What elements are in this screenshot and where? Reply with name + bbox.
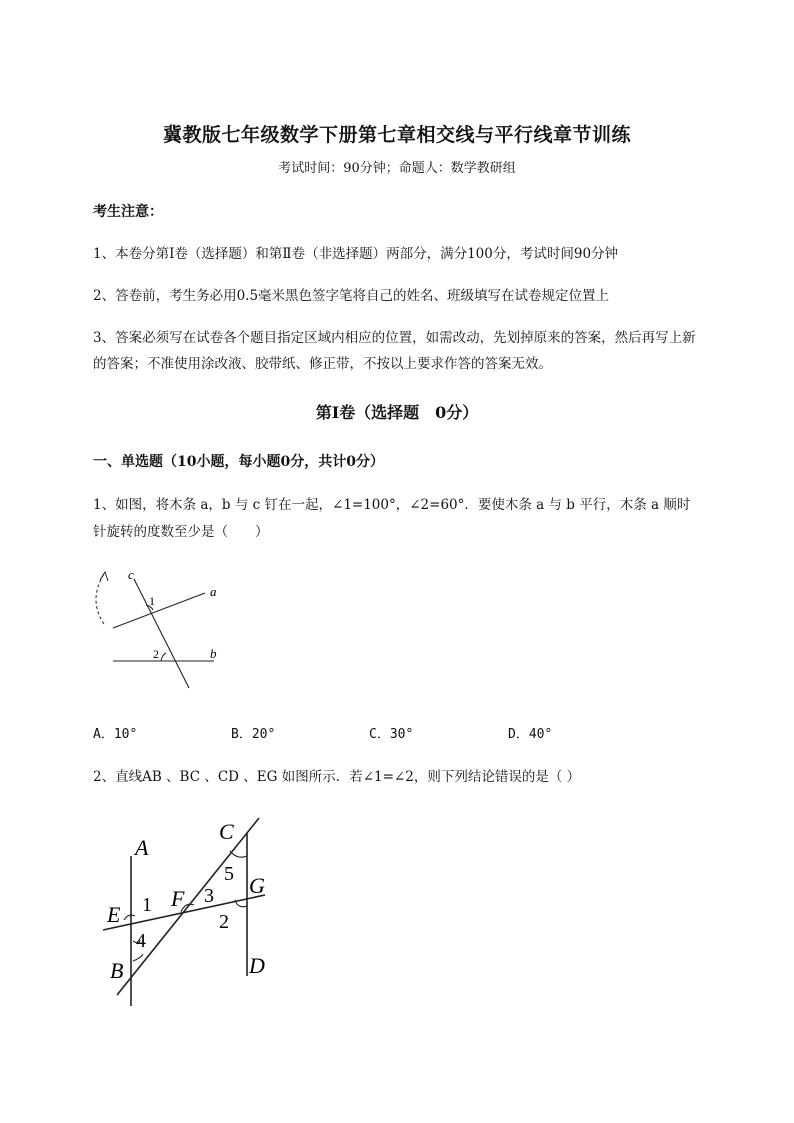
notice-item-3-continued: 的答案；不准使用涂改液、胶带纸、修正带，不按以上要求作答的答案无效。 [93, 356, 552, 372]
label-G: G [249, 873, 265, 898]
label-angle-3: 3 [204, 885, 214, 907]
notice-item-3: 3、答案必须写在试卷各个题目指定区域内相应的位置，如需改动，先划掉原来的答案，然后再写上新 [93, 330, 696, 346]
label-angle-1: 1 [142, 894, 152, 916]
line-c [134, 579, 189, 688]
notice-item-2: 2、答卷前，考生务必用0.5毫米黑色签字笔将自己的姓名、班级填写在试卷规定位置上 [93, 288, 610, 304]
page-title: 冀教版七年级数学下册第七章相交线与平行线章节训练 [162, 124, 631, 146]
option-b[interactable]: B．20° [231, 727, 276, 742]
label-B: B [110, 958, 124, 983]
label-D: D [249, 953, 265, 978]
label-c: c [128, 567, 134, 582]
section-title: 第I卷（选择题 0分） [315, 403, 479, 422]
label-angle-5: 5 [224, 863, 234, 885]
option-a[interactable]: A．10° [93, 727, 138, 742]
question-2-text: 2、直线AB 、BC 、CD 、EG 如图所示．若∠1=∠2，则下列结论错误的是（ ） [93, 769, 581, 785]
question-1-text-continued: 针旋转的度数至少是（ ） [93, 524, 269, 540]
question-2-figure [95, 808, 285, 1008]
angle-b-arc [133, 954, 143, 961]
label-C: C [219, 819, 234, 844]
label-A: A [135, 835, 149, 860]
label-angle-1: 1 [149, 594, 155, 608]
label-angle-2: 2 [153, 647, 159, 661]
question-1-text: 1、如图，将木条 a，b 与 c 钉在一起，∠1=100°，∠2=60°．要使木条 a 与 b 平行，木条 a 顺时 [93, 497, 691, 513]
question-1-figure [80, 560, 250, 695]
rotation-arrow [96, 574, 104, 624]
notice-heading: 考生注意： [93, 204, 163, 220]
label-a: a [210, 584, 217, 599]
angle-2-arc [161, 653, 166, 661]
angle-1-arc [124, 915, 135, 920]
exam-info: 考试时间：90分钟；命题人：数学教研组 [278, 161, 516, 176]
label-F: F [171, 886, 185, 911]
notice-item-1: 1、本卷分第I卷（选择题）和第Ⅱ卷（非选择题）两部分，满分100分，考试时间90分钟 [93, 246, 619, 262]
label-b: b [210, 646, 217, 661]
option-c[interactable]: C．30° [369, 727, 414, 742]
label-angle-4: 4 [136, 930, 146, 952]
option-d[interactable]: D．40° [508, 727, 553, 742]
label-E: E [107, 902, 121, 927]
part-heading: 一、单选题（10小题，每小题0分，共计0分） [93, 454, 384, 470]
label-angle-2: 2 [219, 911, 229, 933]
line-a [113, 593, 205, 628]
